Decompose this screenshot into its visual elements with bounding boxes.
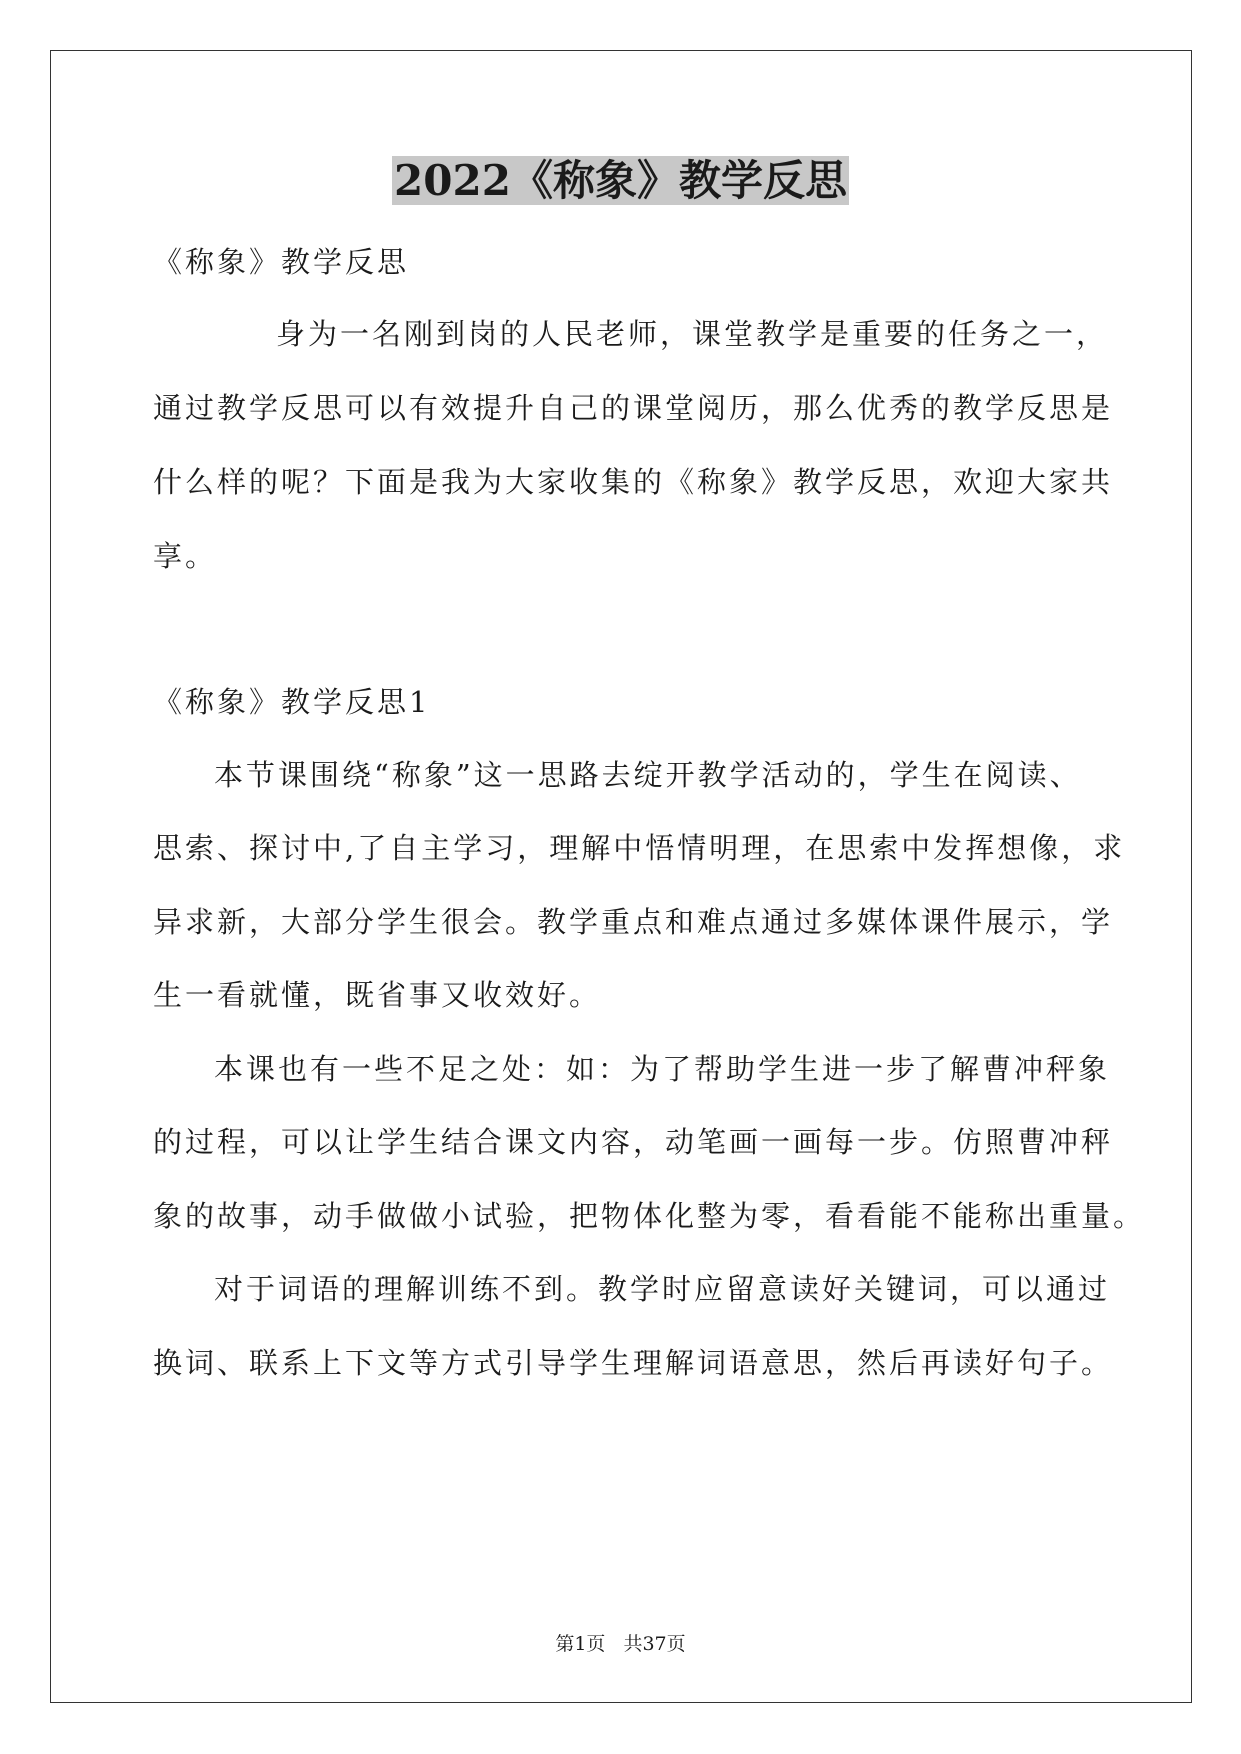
- paragraph-line: 本课也有一些不足之处：如：为了帮助学生进一步了解曹冲秤象: [214, 1052, 1111, 1086]
- paragraph-line: 通过教学反思可以有效提升自己的课堂阅历，那么优秀的教学反思是: [153, 391, 1114, 425]
- document-title-text: 2022《称象》教学反思: [394, 156, 847, 205]
- paragraph-line: 异求新，大部分学生很会。教学重点和难点通过多媒体课件展示，学: [153, 905, 1114, 939]
- paragraph-line: 思索、探讨中,了自主学习，理解中悟情明理，在思索中发挥想像，求: [153, 831, 1126, 865]
- document-title: [0, 153, 1241, 209]
- page-number: 第1页: [555, 1633, 606, 1655]
- paragraph-line: 什么样的呢？下面是我为大家收集的《称象》教学反思，欢迎大家共: [153, 465, 1114, 499]
- paragraph-line: 生一看就懂，既省事又收效好。: [153, 978, 602, 1012]
- section-heading: 《称象》教学反思: [153, 245, 410, 279]
- section-heading: 《称象》教学反思1: [153, 685, 431, 719]
- paragraph-line: 本节课围绕“称象”这一思路去绽开教学活动的，学生在阅读、: [214, 758, 1082, 792]
- page-border: [50, 50, 1192, 1703]
- paragraph-line: 对于词语的理解训练不到。教学时应留意读好关键词，可以通过: [214, 1272, 1111, 1306]
- paragraph-line: 象的故事，动手做做小试验，把物体化整为零，看看能不能称出重量。: [153, 1199, 1146, 1233]
- page-total: 共37页: [623, 1633, 686, 1655]
- paragraph-line: 的过程，可以让学生结合课文内容，动笔画一画每一步。仿照曹冲秤: [153, 1125, 1114, 1159]
- paragraph-line: 换词、联系上下文等方式引导学生理解词语意思，然后再读好句子。: [153, 1346, 1114, 1380]
- paragraph-line: 身为一名刚到岗的人民老师，课堂教学是重要的任务之一，: [276, 317, 1109, 351]
- page-footer: [0, 1632, 1241, 1656]
- paragraph-line: 享。: [153, 539, 218, 573]
